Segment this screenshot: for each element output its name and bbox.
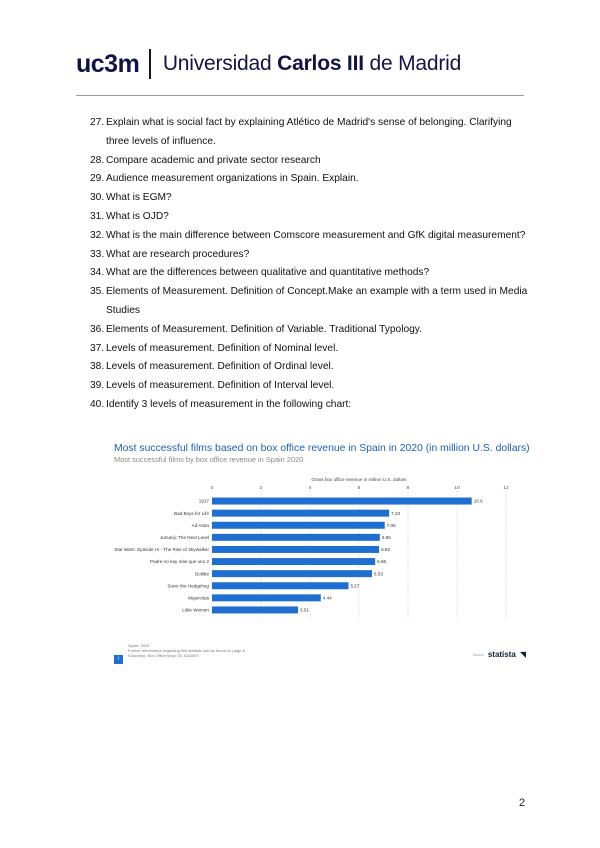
question-text: What are research procedures?	[106, 248, 250, 260]
question-text: Identify 3 levels of measurement in the following chart:	[106, 398, 352, 410]
bar	[212, 522, 385, 529]
chart-plot	[114, 475, 526, 635]
statista-credit	[473, 650, 526, 659]
x-tick-label: 2	[259, 486, 263, 491]
bar	[212, 498, 472, 505]
header-divider	[76, 95, 524, 96]
category-label: Jumanji: The Next Level	[159, 534, 209, 540]
question-text: Compare academic and private sector research	[106, 154, 321, 166]
chart-footer	[114, 643, 246, 664]
question-number: 33.	[90, 248, 105, 260]
question-number: 34.	[90, 267, 105, 279]
footnote-line: Spain; 2020	[128, 643, 150, 648]
question-item	[90, 152, 530, 171]
chart-title: Most successful films based on box office revenue in Spain in 2020 (in million U.S. dollars)	[114, 443, 530, 454]
question-number: 38.	[90, 361, 105, 373]
logo-separator	[149, 49, 151, 79]
chart-footnotes	[128, 643, 246, 664]
logo-name-bold: Carlos III	[277, 52, 364, 75]
question-item	[90, 340, 530, 359]
x-tick-label: 4	[308, 486, 312, 491]
bar	[212, 594, 321, 601]
category-label: Dolittle	[194, 571, 209, 577]
bar	[212, 582, 348, 589]
chart	[114, 443, 530, 673]
logo-uc3m: uc3m	[76, 49, 140, 78]
question-list	[90, 114, 530, 415]
question-text: Elements of Measurement. Definition of Concept.Make an example with a term used in Media Studies	[106, 286, 528, 316]
question-text: What are the differences between qualitative and quantitative methods?	[106, 267, 430, 279]
question-item	[90, 321, 530, 340]
category-label: Sonic the Hedgehog	[167, 583, 209, 589]
bar	[212, 510, 389, 517]
question-text: Explain what is social fact by explaining Atlético de Madrid's sense of belonging. Clarifying three levels of influence.	[106, 117, 512, 147]
question-text: What is OJD?	[106, 210, 169, 222]
question-item	[90, 227, 530, 246]
bar	[212, 606, 298, 613]
x-tick-label: 6	[357, 486, 361, 491]
question-text: What is the main difference between Comscore measurement and GfK digital measurement?	[106, 229, 526, 241]
x-tick-label: 10	[454, 486, 460, 491]
question-item	[90, 170, 530, 189]
university-logo	[76, 44, 461, 84]
question-number: 29.	[90, 173, 105, 185]
data-label: 4.44	[322, 595, 332, 601]
category-label: Star Wars: Episode IX - The Rise of Skywalker	[114, 547, 209, 553]
question-item	[90, 246, 530, 265]
x-tick-label: 0	[210, 486, 214, 491]
bar	[212, 546, 379, 553]
statista-arrow-icon: ◥	[519, 650, 526, 659]
data-label: 3.51	[299, 607, 309, 613]
question-item	[90, 283, 530, 321]
data-label: 6.85	[381, 534, 391, 540]
question-item	[90, 189, 530, 208]
category-label: Little Women	[182, 607, 209, 613]
question-text: Audience measurement organizations in Spain. Explain.	[106, 173, 359, 185]
question-item	[90, 208, 530, 227]
category-label: Padre no hay más que uno 2	[150, 559, 209, 565]
footnote-line: Further information regarding this statistic can be found on page 8.	[128, 648, 246, 653]
question-number: 36.	[90, 323, 105, 335]
statista-logo: statista	[487, 650, 516, 659]
question-number: 39.	[90, 380, 105, 392]
question-item	[90, 358, 530, 377]
page-number: 2	[519, 797, 526, 809]
question-number: 30.	[90, 192, 105, 204]
bar	[212, 534, 380, 541]
question-item	[90, 114, 530, 152]
question-number: 37.	[90, 342, 105, 354]
x-axis-label: Gross box office revenue in million U.S. dollars	[311, 477, 407, 482]
question-text: Levels of measurement. Definition of Interval level.	[106, 380, 335, 392]
data-label: 7.05	[386, 522, 396, 528]
data-label: 7.23	[391, 510, 401, 516]
question-number: 31.	[90, 210, 105, 222]
question-item	[90, 264, 530, 283]
bar	[212, 570, 372, 577]
question-item	[90, 396, 530, 415]
question-text: What is EGM?	[106, 192, 172, 204]
bar	[212, 558, 375, 565]
logo-name-pre: Universidad	[162, 52, 278, 75]
x-tick-label: 12	[503, 486, 509, 491]
category-label: Bad Boys for Life	[174, 510, 209, 516]
x-tick-label: 8	[406, 486, 410, 491]
category-label: Mujercitas	[188, 595, 209, 601]
question-number: 27.	[90, 117, 105, 128]
question-number: 35.	[90, 286, 105, 298]
category-label: Ad Astra	[191, 522, 209, 528]
data-label: 5.57	[350, 583, 360, 589]
data-label: 6.53	[373, 571, 383, 577]
question-number: 32.	[90, 229, 105, 241]
question-number: 40.	[90, 398, 105, 410]
question-text: Elements of Measurement. Definition of Variable. Traditional Typology.	[106, 323, 422, 335]
footnote-line: Source(s): Box Office Mojo; ID 1042009	[128, 653, 199, 658]
data-label: 10.6	[473, 498, 483, 504]
question-text: Levels of measurement. Definition of Ordinal level.	[106, 361, 334, 373]
question-number: 28.	[90, 154, 105, 166]
logo-name-post: de Madrid	[363, 52, 462, 75]
info-square-icon: i	[114, 655, 123, 664]
data-label: 6.66	[377, 559, 387, 565]
question-item	[90, 377, 530, 396]
chart-subtitle: Most successful films by box office revenue in Spain 2020	[114, 455, 304, 464]
question-text: Levels of measurement. Definition of Nominal level.	[106, 342, 339, 354]
category-label: 1917	[198, 498, 209, 504]
statista-source-label: Source	[472, 652, 484, 657]
data-label: 6.82	[381, 547, 391, 553]
logo-university-name	[163, 52, 461, 76]
